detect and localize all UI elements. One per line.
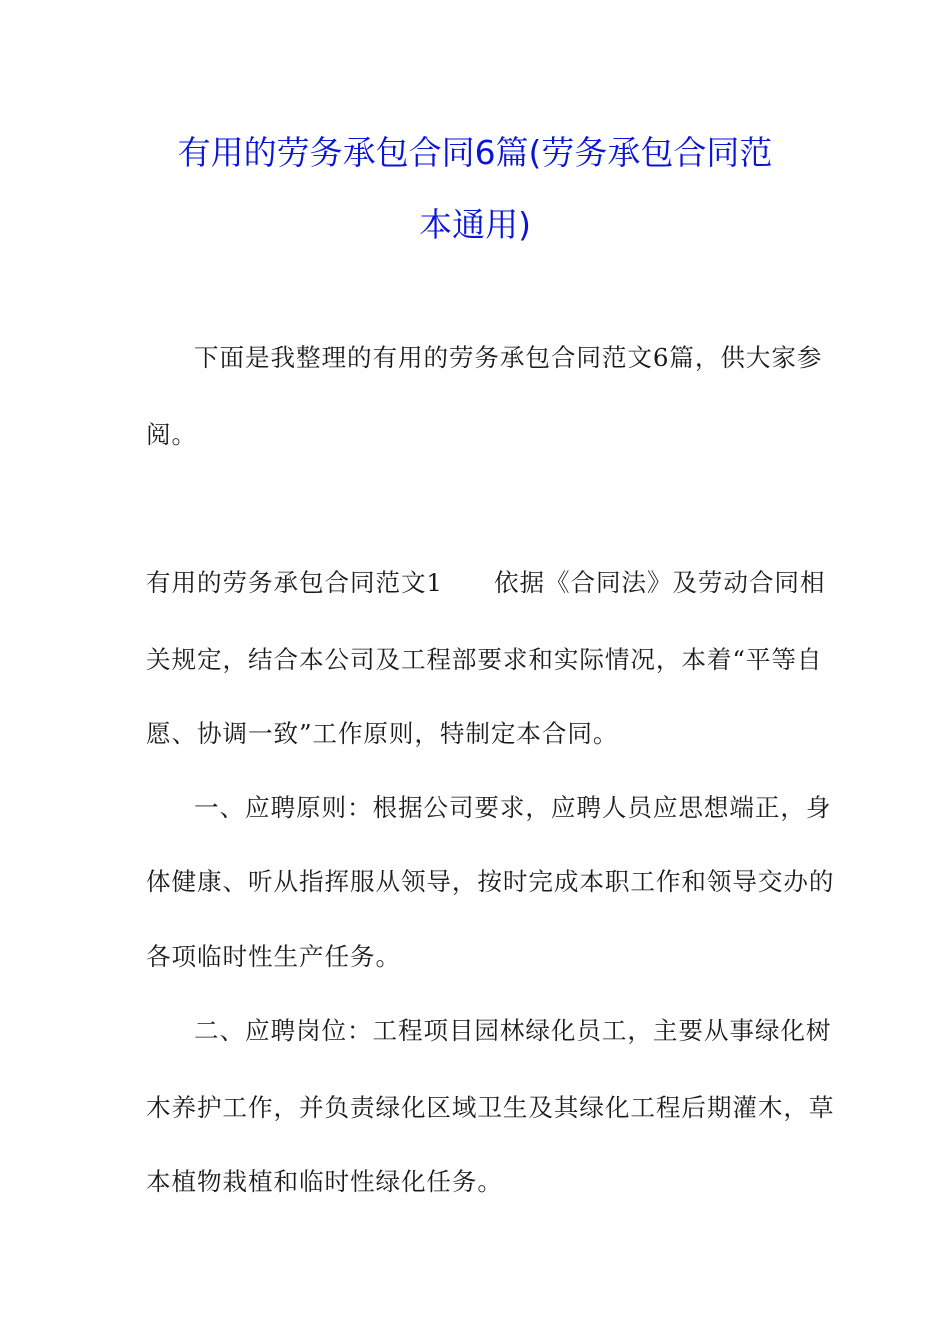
section-heading-line: 有用的劳务承包合同范文1 依据《合同法》及劳动合同相 — [146, 568, 826, 597]
clause-1-line-2: 体健康、听从指挥服从领导，按时完成本职工作和领导交办的 — [146, 867, 835, 896]
document-title-line-1: 有用的劳务承包合同6篇(劳务承包合同范 — [177, 133, 773, 172]
intro-line-2: 阅。 — [146, 420, 197, 449]
intro-line-1: 下面是我整理的有用的劳务承包合同范文6篇，供大家参 — [194, 343, 823, 372]
clause-1-line-3: 各项临时性生产任务。 — [146, 942, 401, 971]
paragraph-line: 关规定，结合本公司及工程部要求和实际情况，本着“平等自 — [146, 645, 823, 674]
clause-2-line-1: 二、应聘岗位：工程项目园林绿化员工，主要从事绿化树 — [194, 1016, 832, 1045]
clause-2-line-2: 木养护工作，并负责绿化区域卫生及其绿化工程后期灌木，草 — [146, 1093, 835, 1122]
document-title-line-2: 本通用) — [419, 205, 531, 244]
paragraph-line: 愿、协调一致”工作原则，特制定本合同。 — [146, 719, 619, 748]
clause-1-line-1: 一、应聘原则：根据公司要求，应聘人员应思想端正，身 — [194, 793, 832, 822]
clause-2-line-3: 本植物栽植和临时性绿化任务。 — [146, 1167, 503, 1196]
